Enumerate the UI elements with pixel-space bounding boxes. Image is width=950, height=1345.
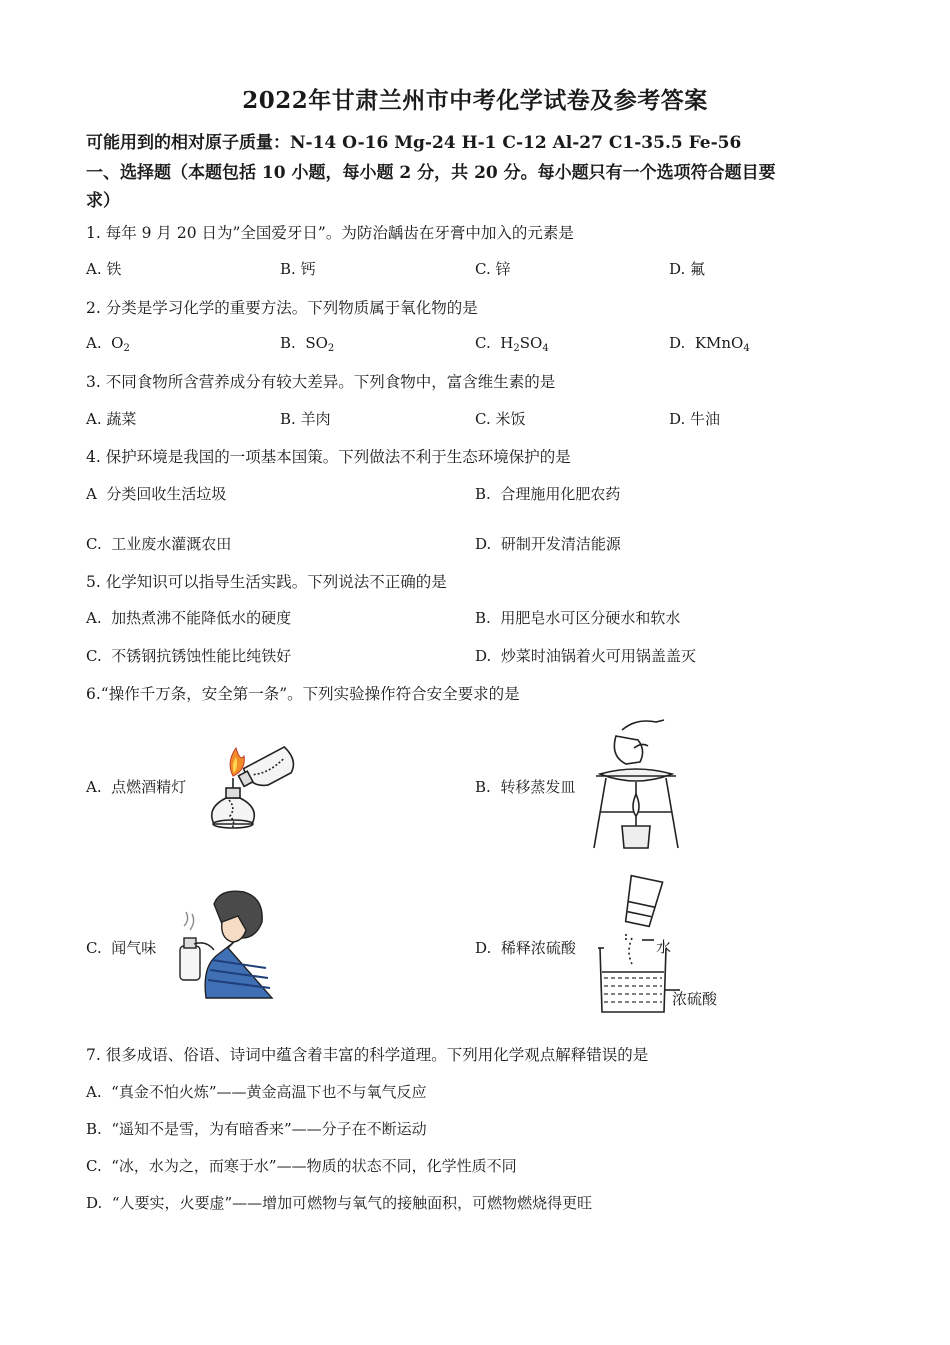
sulfuric-acid-label: 浓硫酸	[672, 990, 718, 1008]
question-6-stem: 6.“操作千万条，安全第一条”。下列实验操作符合安全要求的是	[86, 685, 520, 703]
question-6-option-a: A. 点燃酒精灯	[86, 778, 187, 796]
question-6-option-b: B. 转移蒸发皿	[475, 778, 576, 796]
section-heading: 一、选择题（本题包括 10 小题，每小题 2 分，共 20 分。每小题只有一个选项符合题目要	[86, 163, 776, 183]
question-2-option-a: A. $O_2$	[86, 334, 130, 354]
question-5-stem: 5. 化学知识可以指导生活实践。下列说法不正确的是	[86, 573, 447, 591]
question-7-option-a: A. “真金不怕火炼”——黄金高温下也不与氧气反应	[86, 1083, 427, 1101]
question-7-option-d: D. “人要实，火要虚”——增加可燃物与氧气的接触面积，可燃物燃烧得更旺	[86, 1194, 593, 1212]
question-5-option-b: B. 用肥皂水可区分硬水和软水	[475, 609, 681, 627]
question-3-option-d: D. 牛油	[669, 410, 721, 428]
alcohol-lamp-illustration	[196, 728, 306, 838]
question-2-stem: 2. 分类是学习化学的重要方法。下列物质属于氧化物的是	[86, 299, 478, 317]
page-title: 2022年甘肃兰州市中考化学试卷及参考答案	[242, 87, 708, 114]
section-heading-cont: 求）	[86, 191, 120, 211]
question-4-option-c: C. 工业废水灌溉农田	[86, 535, 232, 553]
question-5-option-d: D. 炒菜时油锅着火可用锅盖盖灭	[475, 647, 696, 665]
water-label: 水	[656, 938, 672, 956]
question-3-option-b: B. 羊肉	[280, 410, 331, 428]
question-1-stem: 1. 每年 9 月 20 日为”全国爱牙日”。为防治龋齿在牙膏中加入的元素是	[86, 224, 574, 242]
question-1-option-c: C. 锌	[475, 260, 511, 278]
question-3-stem: 3. 不同食物所含营养成分有较大差异。下列食物中，富含维生素的是	[86, 373, 556, 391]
question-5-option-c: C. 不锈钢抗锈蚀性能比纯铁好	[86, 647, 292, 665]
question-1-option-b: B. 钙	[280, 260, 316, 278]
question-2-option-b: B. $SO_2$	[280, 334, 335, 354]
evaporating-dish-illustration	[586, 716, 686, 856]
atomic-masses-line: 可能用到的相对原子质量：N-14 O-16 Mg-24 H-1 C-12 Al-27 C1-35.5 Fe-56	[86, 133, 742, 153]
question-7-option-c: C. “冰，水为之，而寒于水”——物质的状态不同，化学性质不同	[86, 1157, 517, 1175]
question-5-option-a: A. 加热煮沸不能降低水的硬度	[86, 609, 292, 627]
smelling-gas-illustration	[176, 886, 276, 998]
question-6-option-c: C. 闻气味	[86, 939, 157, 957]
question-2-option-c: C. $H_2SO_4$	[475, 334, 549, 354]
question-2-option-d: D. KMnO$_4$	[669, 334, 750, 354]
question-3-option-c: C. 米饭	[475, 410, 526, 428]
question-7-option-b: B. “遥知不是雪，为有暗香来”——分子在不断运动	[86, 1120, 427, 1138]
question-3-option-a: A. 蔬菜	[86, 410, 137, 428]
question-1-option-d: D. 氟	[669, 260, 706, 278]
question-4-stem: 4. 保护环境是我国的一项基本国策。下列做法不利于生态环境保护的是	[86, 448, 571, 466]
question-4-option-a: A 分类回收生活垃圾	[86, 485, 227, 503]
question-7-stem: 7. 很多成语、俗语、诗词中蕴含着丰富的科学道理。下列用化学观点解释错误的是	[86, 1046, 649, 1064]
question-4-option-b: B. 合理施用化肥农药	[475, 485, 621, 503]
question-4-option-d: D. 研制开发清洁能源	[475, 535, 621, 553]
question-1-option-a: A. 铁	[86, 260, 122, 278]
question-6-option-d: D. 稀释浓硫酸	[475, 939, 576, 957]
